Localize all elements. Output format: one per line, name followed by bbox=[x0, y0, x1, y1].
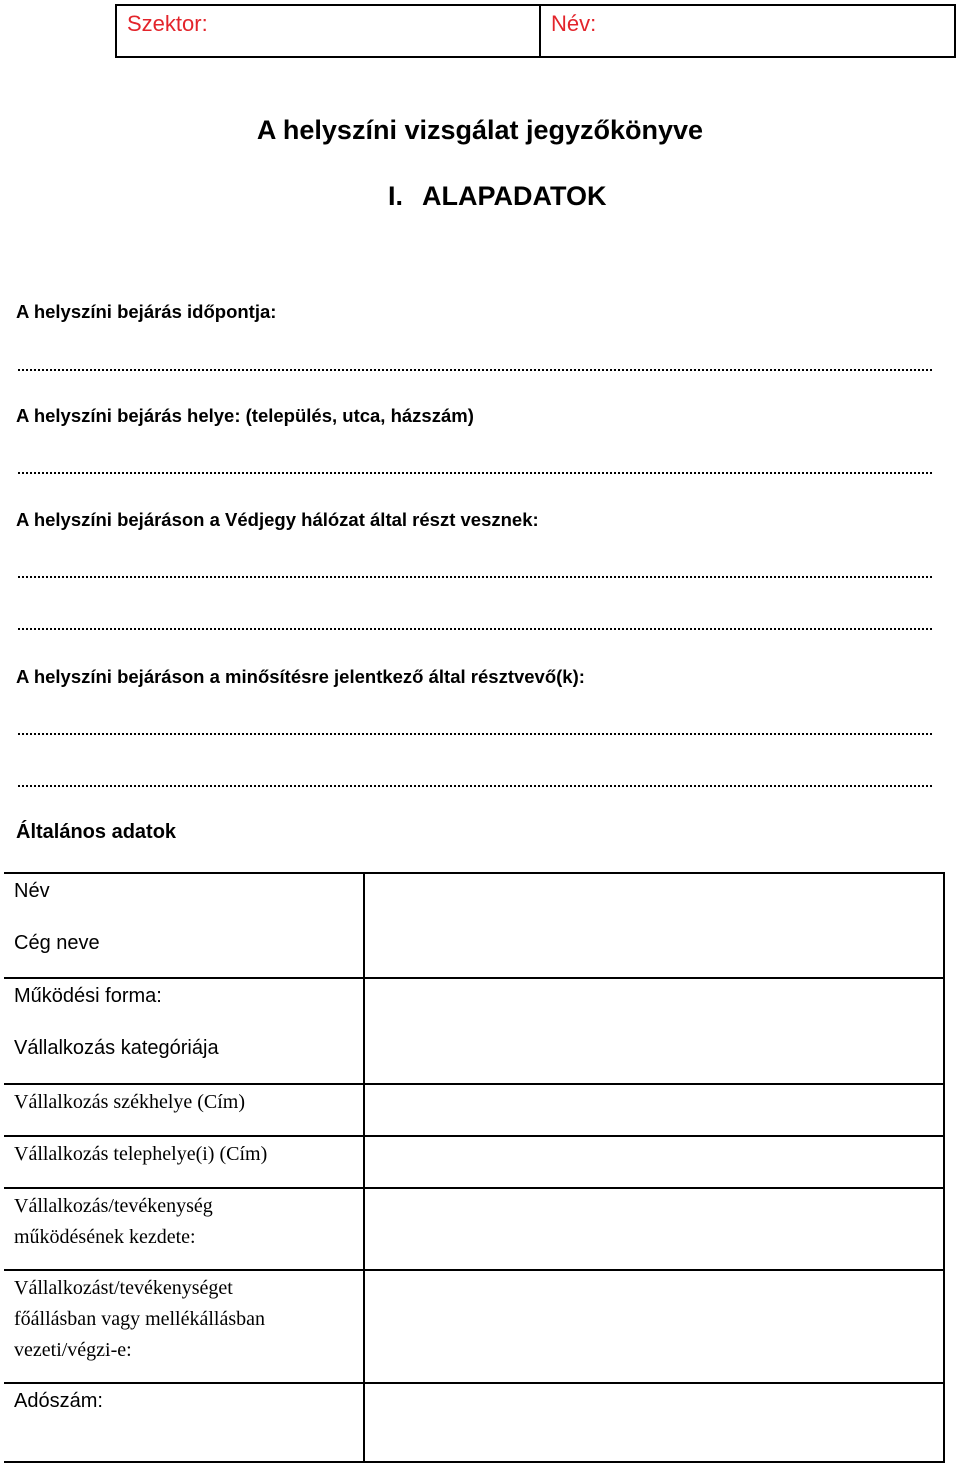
employment-type-value-cell[interactable] bbox=[364, 1270, 944, 1383]
table-row bbox=[4, 1383, 944, 1462]
headquarters-value-cell[interactable] bbox=[364, 1084, 944, 1136]
start-date-label-line-1: Vállalkozás/tevékenység bbox=[14, 1195, 213, 1217]
tax-number-label: Adószám: bbox=[14, 1390, 103, 1412]
operating-form-value-cell[interactable] bbox=[364, 978, 944, 1084]
visit-time-label: A helyszíni bejárás időpontja: bbox=[16, 301, 277, 322]
section-number: I. bbox=[388, 181, 404, 211]
operating-form-label: Működési forma: bbox=[14, 985, 162, 1007]
employment-type-label-line-3: vezeti/végzi-e: bbox=[14, 1339, 132, 1361]
table-row bbox=[4, 978, 944, 1084]
network-participants-label: A helyszíni bejáráson a Védjegy hálózat által részt vesznek: bbox=[16, 509, 539, 530]
network-participants-fill-line-2[interactable] bbox=[18, 628, 932, 630]
row-label-cell bbox=[4, 978, 364, 1084]
visit-time-fill-line[interactable] bbox=[18, 369, 932, 371]
header-box bbox=[115, 4, 956, 58]
headquarters-label: Vállalkozás székhelye (Cím) bbox=[14, 1091, 246, 1113]
sector-label: Szektor: bbox=[127, 11, 208, 36]
employment-type-label-line-2: főállásban vagy mellékállásban bbox=[14, 1308, 266, 1330]
table-row bbox=[4, 1136, 944, 1188]
general-data-table bbox=[4, 872, 945, 1463]
tax-number-value-cell[interactable] bbox=[364, 1383, 944, 1462]
employment-type-label-line-1: Vállalkozást/tevékenységet bbox=[14, 1277, 233, 1299]
table-row bbox=[4, 1084, 944, 1136]
row-label-cell bbox=[4, 1270, 364, 1383]
name-label: Név: bbox=[551, 11, 597, 36]
name-cell bbox=[541, 6, 954, 56]
row-label-cell bbox=[4, 1084, 364, 1136]
name-value-cell[interactable] bbox=[364, 873, 944, 978]
premises-label: Vállalkozás telephelye(i) (Cím) bbox=[14, 1143, 268, 1165]
row-label-cell bbox=[4, 1136, 364, 1188]
name-row-label: Név bbox=[14, 880, 50, 902]
table-row bbox=[4, 1270, 944, 1383]
company-name-row-label: Cég neve bbox=[14, 932, 100, 954]
applicant-participants-fill-line-1[interactable] bbox=[18, 733, 932, 735]
row-label-cell bbox=[4, 1383, 364, 1462]
table-row bbox=[4, 1188, 944, 1270]
visit-place-fill-line[interactable] bbox=[18, 472, 932, 474]
general-data-heading: Általános adatok bbox=[16, 821, 177, 843]
table-row bbox=[4, 873, 944, 978]
applicant-participants-fill-line-2[interactable] bbox=[18, 785, 932, 787]
start-date-label-line-2: működésének kezdete: bbox=[14, 1226, 196, 1248]
applicant-participants-label: A helyszíni bejáráson a minősítésre jelentkező által résztvevő(k): bbox=[16, 666, 585, 687]
start-date-value-cell[interactable] bbox=[364, 1188, 944, 1270]
sector-cell bbox=[117, 6, 541, 56]
section-title bbox=[388, 181, 607, 212]
document-title: A helyszíni vizsgálat jegyzőkönyve bbox=[256, 115, 704, 145]
section-name: ALAPADATOK bbox=[422, 181, 607, 211]
row-label-cell bbox=[4, 873, 364, 978]
row-label-cell bbox=[4, 1188, 364, 1270]
visit-place-label: A helyszíni bejárás helye: (település, utca, házszám) bbox=[16, 405, 474, 426]
business-category-label: Vállalkozás kategóriája bbox=[14, 1037, 219, 1059]
network-participants-fill-line-1[interactable] bbox=[18, 576, 932, 578]
premises-value-cell[interactable] bbox=[364, 1136, 944, 1188]
